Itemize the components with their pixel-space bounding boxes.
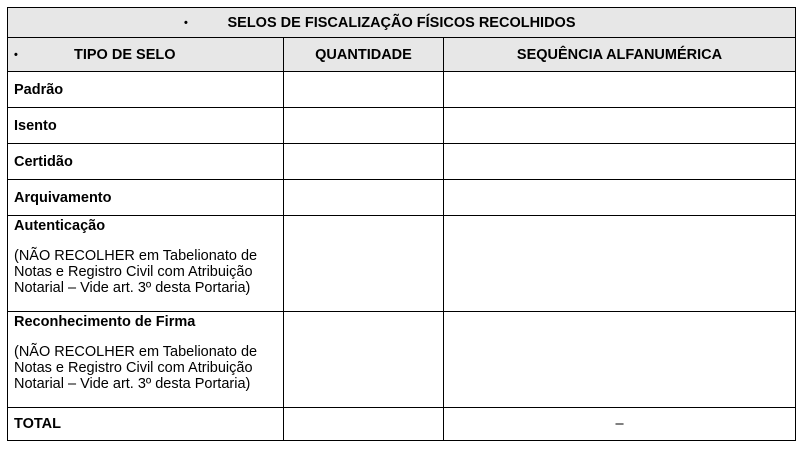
sequence-field[interactable] (444, 312, 796, 408)
row-label-arquivamento: Arquivamento (8, 180, 284, 216)
row-label-autenticacao (8, 216, 284, 312)
row-note: (NÃO RECOLHER em Tabelionato de Notas e Registro Civil com Atribuição Notarial – Vide art. 3º desta Portaria) (14, 344, 258, 392)
sequence-field[interactable] (444, 144, 796, 180)
row-label-padrao: Padrão (8, 72, 284, 108)
total-sequence-field[interactable]: – (444, 408, 796, 441)
total-quantity-field[interactable] (284, 408, 444, 441)
table-banner (8, 8, 796, 38)
table-row (8, 144, 796, 180)
table-header-row (8, 38, 796, 72)
bullet-icon: • (14, 48, 18, 61)
row-label-reconhecimento-firma (8, 312, 284, 408)
table-banner-row (8, 8, 796, 38)
quantity-field[interactable] (284, 312, 444, 408)
row-label-certidao: Certidão (8, 144, 284, 180)
column-header-sequence: SEQUÊNCIA ALFANUMÉRICA (444, 38, 796, 72)
quantity-field[interactable] (284, 108, 444, 144)
row-label-isento: Isento (8, 108, 284, 144)
quantity-field[interactable] (284, 72, 444, 108)
sequence-field[interactable] (444, 108, 796, 144)
sequence-field[interactable] (444, 216, 796, 312)
form-container (7, 7, 796, 441)
quantity-field[interactable] (284, 216, 444, 312)
table-row (8, 180, 796, 216)
column-header-type (8, 38, 284, 72)
quantity-field[interactable] (284, 180, 444, 216)
total-row (8, 408, 796, 441)
selos-table (7, 7, 796, 441)
table-row (8, 216, 796, 312)
bullet-icon: • (184, 16, 188, 29)
row-note: (NÃO RECOLHER em Tabelionato de Notas e Registro Civil com Atribuição Notarial – Vide art. 3º desta Portaria) (14, 248, 258, 296)
table-row (8, 72, 796, 108)
table-row (8, 108, 796, 144)
total-label: TOTAL (8, 408, 284, 441)
column-header-quantity: QUANTIDADE (284, 38, 444, 72)
table-row (8, 312, 796, 408)
row-title: Autenticação (14, 218, 106, 234)
row-title: Reconhecimento de Firma (14, 314, 196, 330)
sequence-field[interactable] (444, 72, 796, 108)
column-header-type-label: TIPO DE SELO (74, 46, 176, 63)
sequence-field[interactable] (444, 180, 796, 216)
quantity-field[interactable] (284, 144, 444, 180)
table-title: SELOS DE FISCALIZAÇÃO FÍSICOS RECOLHIDOS (227, 14, 576, 31)
